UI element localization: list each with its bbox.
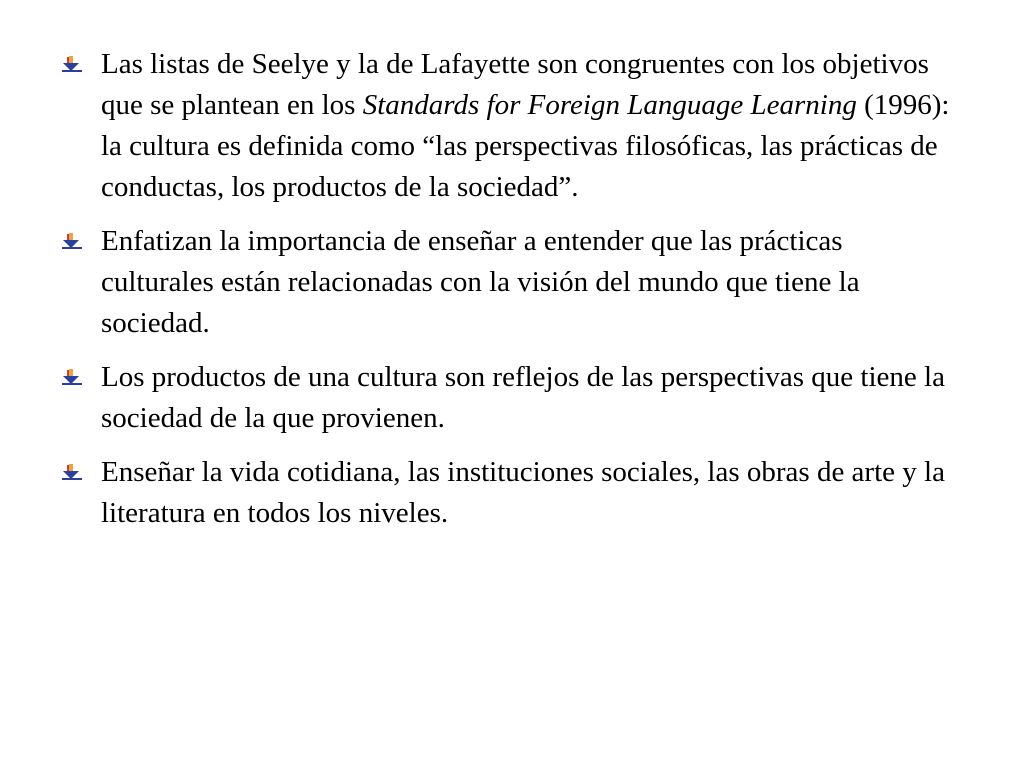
arrow-bullet-icon <box>62 464 84 480</box>
bullet-item-4 <box>62 452 962 534</box>
bullet-text-3: Los productos de una cultura son reflejos de las perspectivas que tiene la sociedad de la que provienen. <box>101 361 945 434</box>
bullet-text-1-italic-title: Standards for Foreign Language Learning <box>362 89 857 121</box>
bullet-text-4: Enseñar la vida cotidiana, las instituciones sociales, las obras de arte y la literatura en todos los niveles. <box>101 456 945 529</box>
arrow-bullet-icon <box>62 369 84 385</box>
bullet-item-1 <box>62 44 962 208</box>
arrow-bullet-icon <box>62 56 84 72</box>
bullet-text-1 <box>101 44 962 208</box>
bullet-text-1-part-a: Las listas de Seelye y la de Lafayette son congruentes con los objetivos que se plantean en los <box>101 48 929 121</box>
arrow-bullet-icon <box>62 233 84 249</box>
bullet-list <box>62 44 962 547</box>
bullet-item-2 <box>62 221 962 344</box>
bullet-text-1-part-b: (1996): la cultura es definida como “las perspectivas filosóficas, las prácticas de conductas, los productos de la sociedad”. <box>101 89 950 203</box>
bullet-item-3 <box>62 357 962 439</box>
bullet-text-2: Enfatizan la importancia de enseñar a entender que las prácticas culturales están relacionadas con la visión del mundo que tiene la sociedad. <box>101 225 860 339</box>
